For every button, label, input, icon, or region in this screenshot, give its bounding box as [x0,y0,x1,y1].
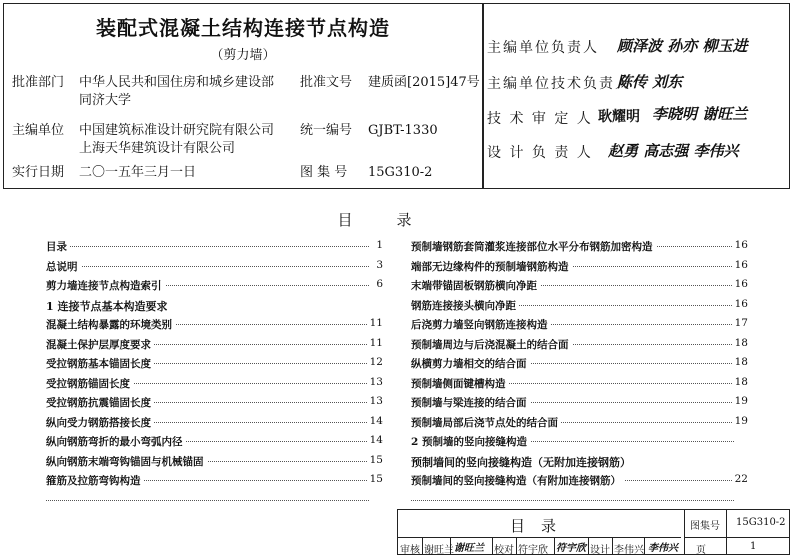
unified-no-value: GJBT-1330 [368,123,438,138]
design-head-label: 设 计 负 责 人 [487,145,593,161]
effective-date-label: 实行日期 [12,165,65,180]
unified-no-label: 统一编号 [300,123,353,138]
toc-entry[interactable]: 剪力墙连接节点构造索引 6 [46,278,383,292]
chief-tech-head-label: 主编单位技术负责人 [487,76,631,92]
toc-section-heading[interactable]: 预制墙间的竖向接缝构造（无附加连接钢筋） [411,454,748,474]
editor-unit-label: 主编单位 [12,123,65,138]
toc-entry[interactable]: 预制墙与梁连接的结合面 19 [411,395,748,409]
page-number: 1 [750,541,757,552]
signature-3: 李晓明 谢旺兰 [652,105,748,123]
toc-left-column [46,239,383,512]
toc-entry[interactable]: 总说明 3 [46,258,383,273]
toc-entry[interactable]: 末端带锚固板钢筋横向净距 16 [411,278,748,292]
designer-name: 李伟兴 [614,545,644,556]
signature-2: 陈传 刘东 [617,73,683,91]
tech-reviewer-label: 技 术 审 定 人 [487,111,593,127]
header-divider [482,4,484,188]
toc-entry[interactable]: 预制墙局部后浇节点处的结合面 19 [411,414,748,429]
reviewer-signature: 谢旺兰 [454,543,484,554]
atlas-subtitle: （剪力墙） [210,48,276,63]
toc-entry[interactable]: 受拉钢筋锚固长度 13 [46,375,383,390]
proofreader-name: 符宇欣 [518,545,548,556]
approval-no-value: 建质函[2015]47号 [368,75,480,90]
toc-heading: 目录 [337,211,456,229]
atlas-no-label: 图 集 号 [300,165,348,180]
toc-entry[interactable]: 预制墙钢筋套筒灌浆连接部位水平分布钢筋加密构造 16 [411,239,748,253]
toc-entry[interactable]: 预制墙间的竖向接缝构造（有附加连接钢筋） 22 [411,473,748,487]
approval-dept-line1: 中华人民共和国住房和城乡建设部 [79,75,275,90]
effective-date-value: 二〇一五年三月一日 [79,165,197,180]
toc-entry[interactable] [46,493,383,513]
toc-right-column [411,239,748,512]
toc-entry[interactable]: 纵向钢筋弯折的最小弯弧内径 14 [46,434,383,448]
design-label: 设计 [590,545,610,556]
toc-entry[interactable]: 受拉钢筋基本锚固长度 12 [46,356,383,370]
header-block [3,3,790,189]
toc-entry[interactable]: 混凝土结构暴露的环境类别 11 [46,317,383,331]
chief-unit-head-label: 主编单位负责人 [487,40,599,56]
toc-entry[interactable]: 预制墙侧面键槽构造 18 [411,375,748,390]
designer-signature: 李伟兴 [648,543,678,554]
editor-unit-line2: 上海天华建筑设计有限公司 [79,141,236,156]
toc-section-heading[interactable]: 1 连接节点基本构造要求 [46,298,383,318]
atlas-no-label: 图集号 [690,521,720,532]
signature-1: 顾泽波 孙亦 柳玉进 [617,37,748,55]
atlas-no-value: 15G310-2 [368,165,433,180]
toc-entry[interactable]: 预制墙周边与后浇混凝土的结合面 18 [411,336,748,351]
reviewer-name: 耿耀明 [598,109,640,125]
toc-entry[interactable]: 目录 1 [46,239,383,253]
atlas-no-value: 15G310-2 [736,517,786,528]
toc-entry[interactable]: 2 预制墙的竖向接缝构造 [411,434,748,454]
toc-entry[interactable]: 纵横剪力墙相交的结合面 18 [411,356,748,370]
toc-entry[interactable]: 混凝土保护层厚度要求 11 [46,336,383,351]
toc-entry[interactable]: 端部无边缘构件的预制墙钢筋构造 16 [411,258,748,273]
page-label: 页 [696,545,706,556]
reviewer-name: 谢旺兰 [424,545,454,556]
approval-dept-label: 批准部门 [12,75,65,90]
signature-4: 赵勇 高志强 李伟兴 [608,142,739,160]
atlas-title: 装配式混凝土结构连接节点构造 [96,16,390,40]
title-block [397,509,790,555]
toc-entry[interactable]: 箍筋及拉筋弯钩构造 15 [46,473,383,487]
toc-entry[interactable]: 纵向钢筋末端弯钩锚固与机械锚固 15 [46,453,383,468]
proofreader-signature: 符宇欣 [556,543,586,554]
approval-no-label: 批准文号 [300,75,353,90]
title-block-title: 目录 [509,517,572,535]
toc-entry[interactable]: 后浇剪力墙竖向钢筋连接构造 17 [411,317,748,331]
toc-entry[interactable]: 受拉钢筋抗震锚固长度 13 [46,395,383,409]
review-label: 审核 [400,545,420,556]
approval-dept-line2: 同济大学 [79,93,132,108]
toc-entry[interactable]: 纵向受力钢筋搭接长度 14 [46,414,383,429]
editor-unit-line1: 中国建筑标准设计研究院有限公司 [79,123,275,138]
toc-entry[interactable]: 钢筋连接接头横向净距 16 [411,297,748,312]
proof-label: 校对 [494,545,514,556]
